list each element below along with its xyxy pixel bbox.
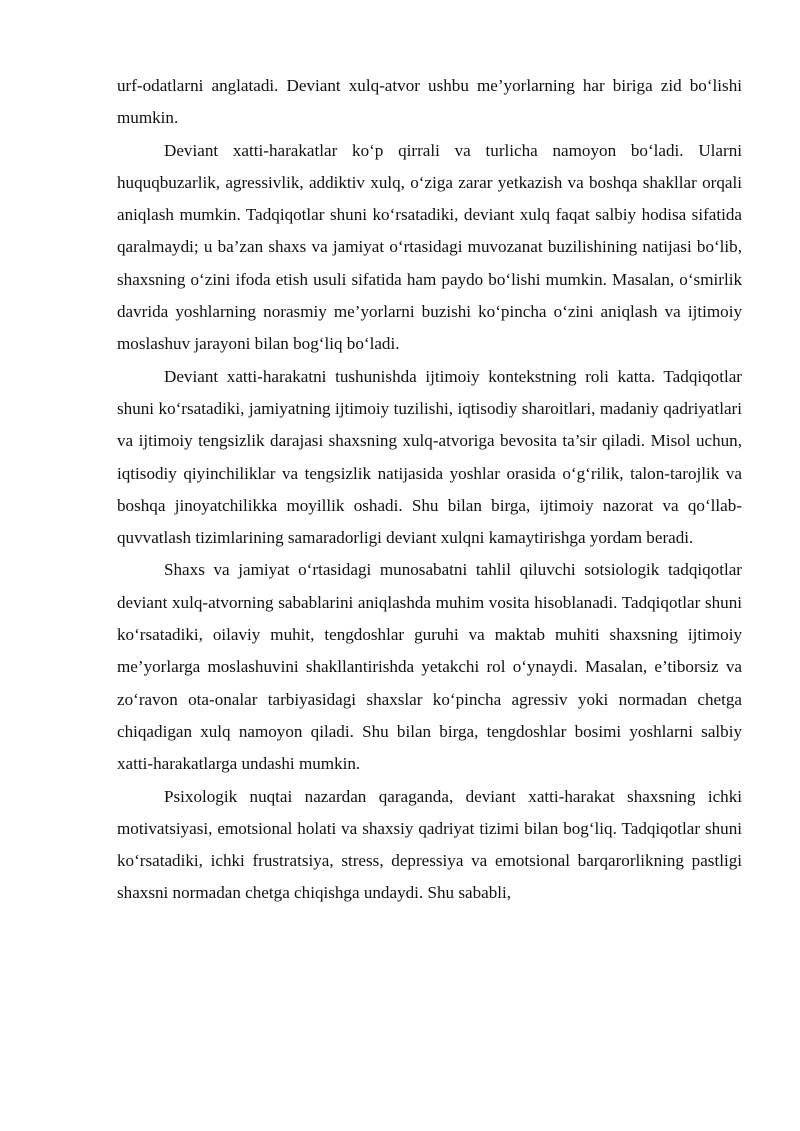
paragraph-sociological-research: Shaxs va jamiyat o‘rtasidagi munosabatni tahlil qiluvchi sotsiologik tadqiqotlar deviant xulq-atvorning sabablarini aniqlashda muhim vosita hisoblanadi. Tadqiqotlar shuni ko‘rsatadiki, oilaviy muhit, tengdoshlar guruhi va maktab muhiti shaxsning ijtimoiy me’yorlarga moslashuvini shakllantirishda yetakchi rol o‘ynaydi. Masalan, e’tiborsiz va zo‘ravon ota-onalar tarbiyasidagi shaxslar ko‘pincha agressiv yoki normadan chetga chiqadigan xulq namoyon qiladi. Shu bilan birga, tengdoshlar bosimi yoshlarni salbiy xatti-harakatlarga undashi mumkin. (117, 560, 742, 774)
paragraph-deviant-forms: Deviant xatti-harakatlar ko‘p qirrali va turlicha namoyon bo‘ladi. Ularni huquqbuzarlik, agressivlik, addiktiv xulq, o‘ziga zarar yetkazish va boshqa shakllar orqali aniqlash mumkin. Tadqiqotlar shuni ko‘rsatadiki, deviant xulq faqat salbiy hodisa sifatida qaralmaydi; u ba’zan shaxs va jamiyat o‘rtasidagi muvozanat buzilishining natijasi bo‘lib, shaxsning o‘zini ifoda etish usuli sifatida ham paydo bo‘lishi mumkin. Masalan, o‘smirlik davrida yoshlarning norasmiy me’yorlarni buzishi ko‘pincha o‘zini aniqlash va ijtimoiy moslashuv jarayoni bilan bog‘liq bo‘ladi. (117, 140, 742, 354)
paragraph-social-context: Deviant xatti-harakatni tushunishda ijtimoiy kontekstning roli katta. Tadqiqotlar shuni ko‘rsatadiki, jamiyatning ijtimoiy tuzilishi, iqtisodiy sharoitlari, madaniy qadriyatlari va ijtimoiy tengsizlik darajasi shaxsning xulq-atvoriga bevosita ta’sir qiladi. Misol uchun, iqtisodiy qiyinchiliklar va tengsizlik natijasida yoshlar orasida o‘g‘rilik, talon-tarojlik va boshqa jinoyatchilikka moyillik oshadi. Shu bilan birga, ijtimoiy nazorat va qo‘llab-quvvatlash tizimlarining samaradorligi deviant xulqni kamaytirishga yordam beradi. (117, 366, 742, 548)
paragraph-psychological-view: Psixologik nuqtai nazardan qaraganda, deviant xatti-harakat shaxsning ichki motivatsiyasi, emotsional holati va shaxsiy qadriyat tizimi bilan bog‘liq. Tadqiqotlar shuni ko‘rsatadiki, ichki frustratsiya, stress, depressiya va emotsional barqarorlikning pastligi shaxsni normadan chetga chiqishga undaydi. Shu sababli, (117, 786, 742, 903)
document-body (117, 70, 742, 910)
paragraph-continuation: urf-odatlarni anglatadi. Deviant xulq-atvor ushbu me’yorlarning har biriga zid bo‘lishi mumkin. (117, 76, 742, 128)
